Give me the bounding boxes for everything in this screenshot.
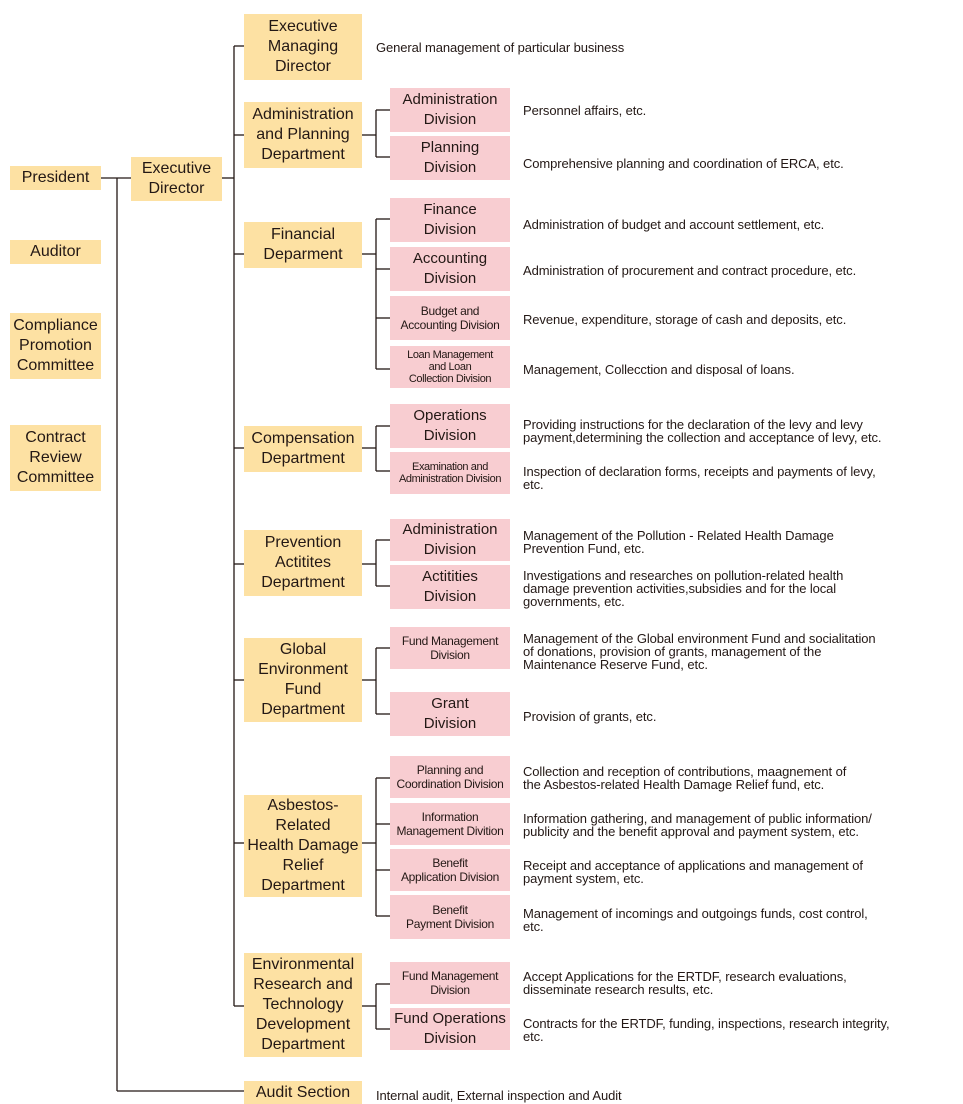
audit-section-box: Audit Section (244, 1081, 362, 1104)
division-grant-desc: Provision of grants, etc. (523, 709, 657, 724)
division-operations-desc: Providing instructions for the declaration of the levy and levy payment,determining the collection and acceptance of levy, etc. (523, 417, 882, 445)
division-activities: Actitities Division (390, 565, 510, 609)
division-global-fund-management: Fund Management Division (390, 627, 510, 669)
dept-global-environment-fund: Global Environment Fund Department (244, 638, 362, 722)
division-fund-operations: Fund Operations Division (390, 1008, 510, 1050)
division-budget-accounting-desc: Revenue, expenditure, storage of cash and deposits, etc. (523, 312, 847, 327)
division-prevention-administration-desc: Management of the Pollution - Related Health Damage Prevention Fund, etc. (523, 528, 834, 556)
division-global-fund-management-desc: Management of the Global environment Fund and socialitation of donations, provision of grants, management of the Maintenance Reserve Fund, etc. (523, 631, 876, 672)
dept-environmental-research: Environmental Research and Technology Development Department (244, 953, 362, 1057)
audit-section-desc: Internal audit, External inspection and Audit (376, 1088, 622, 1103)
division-activities-desc: Investigations and researches on pollution-related health damage prevention activities,subsidies and for the local governments, etc. (523, 568, 844, 609)
division-planning-coordination-desc: Collection and reception of contributions, maagnement of the Asbestos-related Health Damage Relief fund, etc. (523, 764, 847, 792)
division-research-fund-management: Fund Management Division (390, 962, 510, 1004)
dept-compensation: Compensation Department (244, 426, 362, 472)
division-prevention-administration: Administration Division (390, 519, 510, 561)
division-benefit-application-desc: Receipt and acceptance of applications and management of payment system, etc. (523, 858, 863, 886)
dept-prevention-activities: Prevention Actitites Department (244, 530, 362, 596)
division-loan-management-desc: Management, Collecction and disposal of loans. (523, 362, 795, 377)
division-loan-management: Loan Management and Loan Collection Division (390, 346, 510, 388)
division-examination-administration: Examination and Administration Division (390, 452, 510, 494)
division-finance-desc: Administration of budget and account settlement, etc. (523, 217, 825, 232)
dept-administration-planning: Administration and Planning Department (244, 102, 362, 168)
division-information-management: Information Management Divition (390, 803, 510, 845)
executive-managing-director-desc: General management of particular business (376, 40, 625, 55)
division-benefit-application: Benefit Application Division (390, 849, 510, 891)
dept-financial: Financial Deparment (244, 222, 362, 268)
division-administration: Administration Division (390, 88, 510, 132)
division-operations: Operations Division (390, 404, 510, 448)
division-benefit-payment: Benefit Payment Division (390, 895, 510, 939)
president-box: President (10, 166, 101, 190)
dept-asbestos-relief: Asbestos- Related Health Damage Relief Department (244, 795, 362, 897)
division-grant: Grant Division (390, 692, 510, 736)
division-planning-desc: Comprehensive planning and coordination of ERCA, etc. (523, 156, 844, 171)
auditor-box: Auditor (10, 240, 101, 264)
division-accounting: Accounting Division (390, 247, 510, 291)
executive-managing-director-box: Executive Managing Director (244, 14, 362, 80)
division-planning-coordination: Planning and Coordination Division (390, 756, 510, 798)
division-examination-administration-desc: Inspection of declaration forms, receipts and payments of levy, etc. (523, 464, 876, 492)
division-information-management-desc: Information gathering, and management of public information/ publicity and the benefit approval and payment system, etc. (523, 811, 872, 839)
division-administration-desc: Personnel affairs, etc. (523, 103, 647, 118)
compliance-committee-box: Compliance Promotion Committee (10, 313, 101, 379)
division-benefit-payment-desc: Management of incomings and outgoings funds, cost control, etc. (523, 906, 868, 934)
division-finance: Finance Division (390, 198, 510, 242)
division-budget-accounting: Budget and Accounting Division (390, 296, 510, 340)
division-accounting-desc: Administration of procurement and contract procedure, etc. (523, 263, 857, 278)
division-fund-operations-desc: Contracts for the ERTDF, funding, inspections, research integrity, etc. (523, 1016, 890, 1044)
division-research-fund-management-desc: Accept Applications for the ERTDF, research evaluations, disseminate research results, etc. (523, 969, 847, 997)
executive-director-box: Executive Director (131, 157, 222, 201)
division-planning: Planning Division (390, 136, 510, 180)
contract-committee-box: Contract Review Committee (10, 425, 101, 491)
